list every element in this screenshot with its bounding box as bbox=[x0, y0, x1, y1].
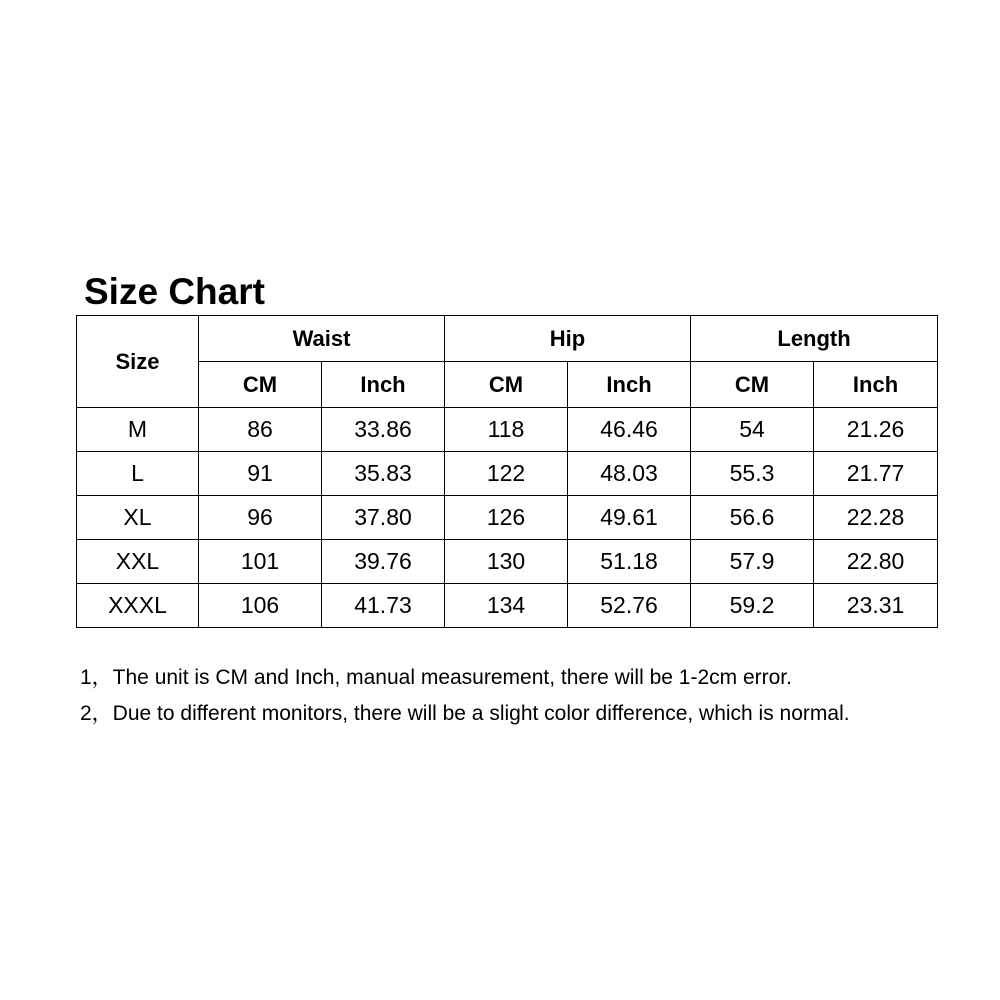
note-color-difference: 2，Due to different monitors, there will be a slight color difference, which is normal. bbox=[80, 702, 850, 725]
waist-cm-cell: 86 bbox=[199, 408, 322, 452]
page-title: Size Chart bbox=[84, 271, 265, 312]
length-inch-cell: 21.77 bbox=[814, 452, 938, 496]
hip-inch-cell: 52.76 bbox=[568, 584, 691, 628]
waist-cm-cell: 101 bbox=[199, 540, 322, 584]
length-inch-cell: 21.26 bbox=[814, 408, 938, 452]
length-inch-header: Inch bbox=[814, 362, 938, 408]
table-row bbox=[77, 584, 938, 628]
length-cm-cell: 56.6 bbox=[691, 496, 814, 540]
length-inch-cell: 22.80 bbox=[814, 540, 938, 584]
hip-inch-header: Inch bbox=[568, 362, 691, 408]
waist-cm-cell: 91 bbox=[199, 452, 322, 496]
hip-inch-cell: 46.46 bbox=[568, 408, 691, 452]
table-row bbox=[77, 496, 938, 540]
notes-section bbox=[80, 660, 850, 732]
hip-cm-cell: 122 bbox=[445, 452, 568, 496]
length-cm-cell: 59.2 bbox=[691, 584, 814, 628]
table-header-group-row bbox=[77, 316, 938, 362]
waist-inch-header: Inch bbox=[322, 362, 445, 408]
length-cm-cell: 57.9 bbox=[691, 540, 814, 584]
hip-group-header: Hip bbox=[445, 316, 691, 362]
size-cell: M bbox=[77, 408, 199, 452]
hip-cm-cell: 118 bbox=[445, 408, 568, 452]
length-group-header: Length bbox=[691, 316, 938, 362]
size-cell: XXL bbox=[77, 540, 199, 584]
waist-inch-cell: 37.80 bbox=[322, 496, 445, 540]
hip-inch-cell: 49.61 bbox=[568, 496, 691, 540]
size-cell: L bbox=[77, 452, 199, 496]
waist-inch-cell: 35.83 bbox=[322, 452, 445, 496]
length-cm-header: CM bbox=[691, 362, 814, 408]
table-row bbox=[77, 540, 938, 584]
hip-cm-cell: 134 bbox=[445, 584, 568, 628]
hip-cm-cell: 126 bbox=[445, 496, 568, 540]
waist-inch-cell: 39.76 bbox=[322, 540, 445, 584]
size-chart-table bbox=[76, 315, 938, 628]
waist-inch-cell: 41.73 bbox=[322, 584, 445, 628]
table-row bbox=[77, 408, 938, 452]
table-header-unit-row bbox=[77, 362, 938, 408]
size-cell: XXXL bbox=[77, 584, 199, 628]
table-row bbox=[77, 452, 938, 496]
hip-cm-header: CM bbox=[445, 362, 568, 408]
length-cm-cell: 55.3 bbox=[691, 452, 814, 496]
length-cm-cell: 54 bbox=[691, 408, 814, 452]
waist-group-header: Waist bbox=[199, 316, 445, 362]
length-inch-cell: 23.31 bbox=[814, 584, 938, 628]
length-inch-cell: 22.28 bbox=[814, 496, 938, 540]
hip-cm-cell: 130 bbox=[445, 540, 568, 584]
waist-inch-cell: 33.86 bbox=[322, 408, 445, 452]
waist-cm-header: CM bbox=[199, 362, 322, 408]
hip-inch-cell: 51.18 bbox=[568, 540, 691, 584]
waist-cm-cell: 96 bbox=[199, 496, 322, 540]
hip-inch-cell: 48.03 bbox=[568, 452, 691, 496]
note-measurement-error: 1，The unit is CM and Inch, manual measurement, there will be 1-2cm error. bbox=[80, 666, 792, 689]
size-column-header: Size bbox=[77, 316, 199, 408]
waist-cm-cell: 106 bbox=[199, 584, 322, 628]
size-cell: XL bbox=[77, 496, 199, 540]
